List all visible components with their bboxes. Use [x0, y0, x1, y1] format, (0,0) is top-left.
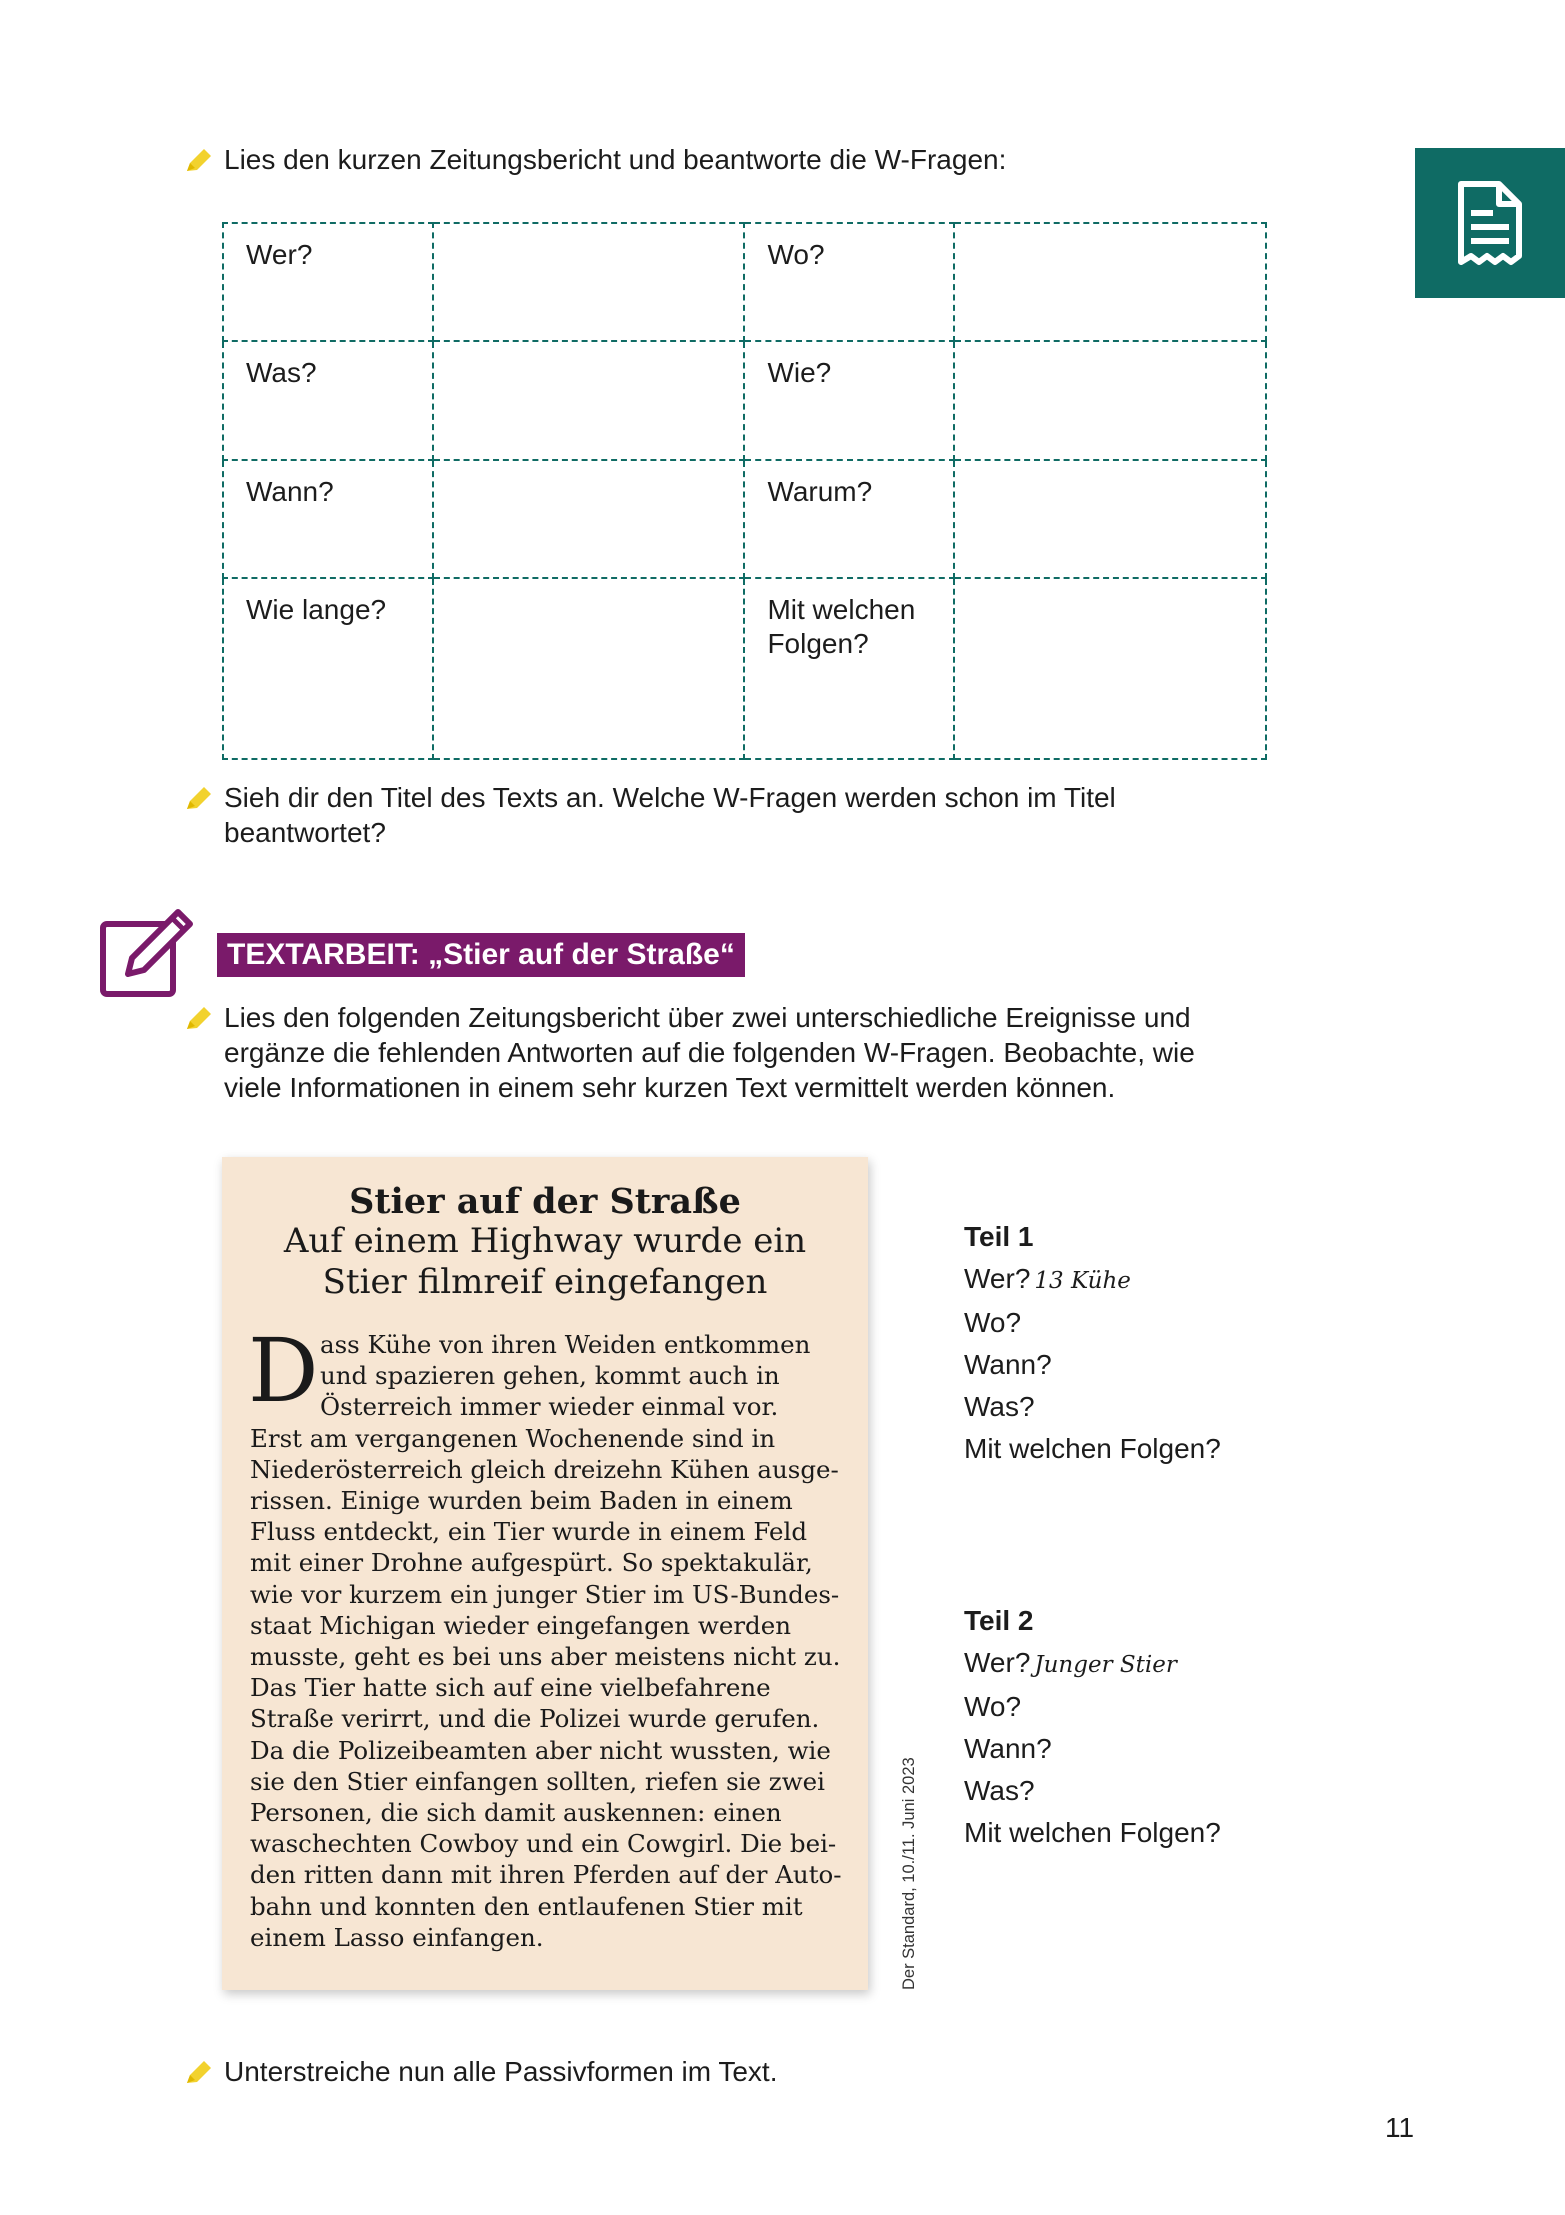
document-tab — [1415, 148, 1565, 298]
teil2-was: Was? — [964, 1775, 1035, 1806]
teil2-wer-row — [964, 1642, 1221, 1686]
article-dropcap: D — [248, 1319, 319, 1422]
table-row — [223, 578, 1266, 759]
question-cell: Wann? — [223, 460, 433, 578]
answer-cell[interactable] — [433, 223, 745, 341]
question-cell: Wo? — [744, 223, 954, 341]
teil1-wer: Wer? — [964, 1263, 1031, 1294]
task-read-report-text: Lies den folgenden Zeitungsbericht über zwei unterschiedliche Ereignisse und ergänze die fehlenden Antworten auf die folgenden W-Fragen. Beobachte, wie viele Informationen in einem sehr kurzen Text vermittelt werden können. — [224, 1002, 1195, 1103]
answer-cell[interactable] — [954, 460, 1266, 578]
question-cell: Warum? — [744, 460, 954, 578]
teil1-wann: Wann? — [964, 1349, 1052, 1380]
question-cell: Wie lange? — [223, 578, 433, 759]
question-cell: Wie? — [744, 341, 954, 459]
task-title-question — [184, 780, 1116, 850]
answer-cell[interactable] — [433, 460, 745, 578]
article-line: Erst am vergangenen Wochenende sind in — [250, 1424, 776, 1453]
answer-cell[interactable] — [433, 341, 745, 459]
article-source: Der Standard, 10./11. Juni 2023 — [900, 1757, 918, 1990]
article-line: Das Tier hatte sich auf eine vielbefahrene — [250, 1673, 771, 1702]
teil2-questions — [964, 1600, 1221, 1854]
pencil-icon — [184, 2058, 214, 2086]
answer-cell[interactable] — [954, 223, 1266, 341]
article-line: rissen. Einige wurden beim Baden in einem — [250, 1486, 793, 1515]
teil2-wann: Wann? — [964, 1733, 1052, 1764]
article-subheadline: Auf einem Highway wurde ein Stier filmreif eingefangen — [283, 1221, 807, 1302]
teil1-wer-answer: 13 Kühe — [1034, 1268, 1131, 1294]
edit-icon — [98, 904, 198, 1000]
article-line: Niederösterreich gleich dreizehn Kühen ausge- — [250, 1455, 839, 1484]
article-line: sie den Stier einfangen sollten, riefen sie zwei — [250, 1767, 826, 1796]
task-passive-text: Unterstreiche nun alle Passivformen im Text. — [224, 2056, 778, 2087]
article-line: und spazieren gehen, kommt auch in — [320, 1361, 780, 1390]
pencil-icon — [184, 146, 214, 174]
question-cell: Mit welchen Folgen? — [744, 578, 954, 759]
article-line: Da die Polizeibeamten aber nicht wussten, wie — [250, 1736, 831, 1765]
article-line: Österreich immer wieder einmal vor. — [320, 1392, 779, 1421]
teil2-folgen: Mit welchen Folgen? — [964, 1817, 1221, 1848]
table-row — [223, 341, 1266, 459]
answer-cell[interactable] — [954, 341, 1266, 459]
article-line: ass Kühe von ihren Weiden entkommen — [320, 1330, 811, 1359]
pencil-icon — [184, 784, 214, 812]
article-line: einem Lasso einfangen. — [250, 1923, 544, 1952]
answer-cell[interactable] — [433, 578, 745, 759]
teil1-was: Was? — [964, 1391, 1035, 1422]
teil1-questions — [964, 1216, 1221, 1470]
teil1-wer-row — [964, 1258, 1221, 1302]
task-intro-text: Lies den kurzen Zeitungsbericht und beantworte die W-Fragen: — [224, 144, 1007, 175]
task-read-report — [184, 1000, 1195, 1105]
table-row — [223, 460, 1266, 578]
article-line: den ritten dann mit ihren Pferden auf der Auto- — [250, 1860, 842, 1889]
teil2-wo: Wo? — [964, 1691, 1022, 1722]
article-line: Straße verirrt, und die Polizei wurde gerufen. — [250, 1704, 820, 1733]
article-line: waschechten Cowboy und ein Cowgirl. Die bei- — [250, 1829, 837, 1858]
table-row — [223, 223, 1266, 341]
article-line: staat Michigan wieder eingefangen werden — [250, 1611, 792, 1640]
article-headline: Stier auf der Straße — [349, 1181, 741, 1222]
question-cell: Was? — [223, 341, 433, 459]
teil1-heading: Teil 1 — [964, 1221, 1034, 1252]
task-title-question-text: Sieh dir den Titel des Texts an. Welche W-Fragen werden schon im Titel beantwortet? — [224, 782, 1116, 848]
article-line: musste, geht es bei uns aber meistens nicht zu. — [250, 1642, 841, 1671]
task-passive — [184, 2054, 778, 2089]
teil2-wer: Wer? — [964, 1647, 1031, 1678]
question-cell: Wer? — [223, 223, 433, 341]
w-questions-table — [222, 222, 1267, 760]
article-line: bahn und konnten den entlaufenen Stier mit — [250, 1892, 803, 1921]
teil2-heading: Teil 2 — [964, 1605, 1034, 1636]
task-intro — [184, 142, 1006, 177]
textarbeit-banner: TEXTARBEIT: „Stier auf der Straße“ — [217, 933, 745, 977]
article-line: Fluss entdeckt, ein Tier wurde in einem Feld — [250, 1517, 808, 1546]
teil1-wo: Wo? — [964, 1307, 1022, 1338]
teil1-folgen: Mit welchen Folgen? — [964, 1433, 1221, 1464]
pencil-icon — [184, 1004, 214, 1032]
document-icon — [1457, 180, 1523, 266]
newspaper-article — [222, 1157, 868, 1990]
article-line: wie vor kurzem ein junger Stier im US-Bundes- — [250, 1580, 840, 1609]
teil2-wer-answer: Junger Stier — [1034, 1652, 1177, 1678]
page-number: 11 — [1385, 2112, 1415, 2143]
article-line: mit einer Drohne aufgespürt. So spektakulär, — [250, 1548, 813, 1577]
answer-cell[interactable] — [954, 578, 1266, 759]
article-line: Personen, die sich damit auskennen: einen — [250, 1798, 782, 1827]
